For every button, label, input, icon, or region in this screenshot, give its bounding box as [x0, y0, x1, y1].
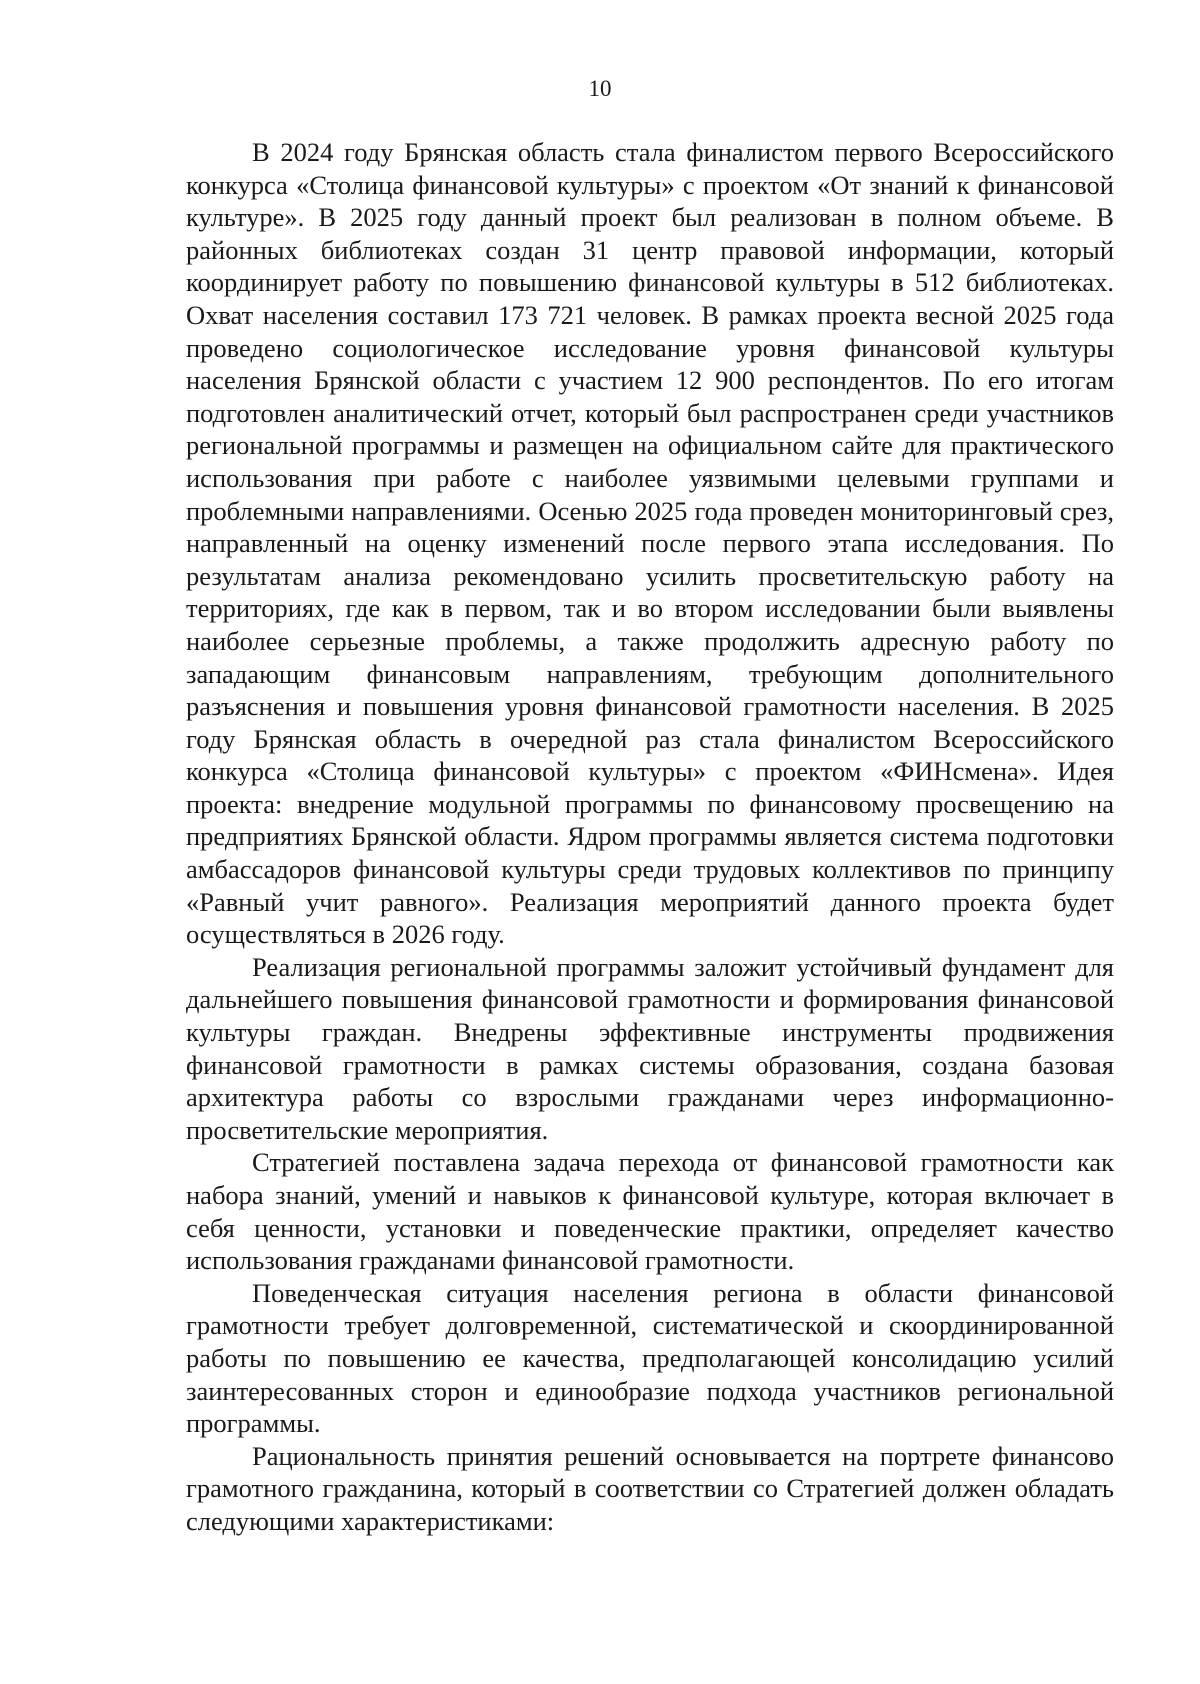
paragraph-program-foundation: Реализация региональной программы заложит устойчивый фундамент для дальнейшего повышения финансовой грамотности и формирования финансовой культуры граждан. Внедрены эффективные инструменты продвижения финансовой грамотности в рамках системы образования, создана базовая архитектура работы со взрослыми гражданами через информационно-просветительские мероприятия.: [186, 951, 1114, 1145]
paragraph-finalist-2024: В 2024 году Брянская область стала финалистом первого Всероссийского конкурса «Столица финансовой культуры» с проектом «От знаний к финансовой культуре». В 2025 году данный проект был реализован в полном объеме. В районных библиотеках создан 31 центр правовой информации, который координирует работу по повышению финансовой культуры в 512 библиотеках. Охват населения составил 173 721 человек. В рамках проекта весной 2025 года проведено социологическое исследование уровня финансовой культуры населения Брянской области с участием 12 900 респондентов. По его итогам подготовлен аналитический отчет, который был распространен среди участников региональной программы и размещен на официальном сайте для практического использования при работе с наиболее уязвимыми целевыми группами и проблемными направлениями. Осенью 2025 года проведен мониторинговый срез, направленный на оценку изменений после первого этапа исследования. По результатам анализа рекомендовано усилить просветительскую работу на территориях, где как в первом, так и во втором исследовании были выявлены наиболее серьезные проблемы, а также продолжить адресную работу по западающим финансовым направлениям, требующим дополнительного разъяснения и повышения уровня финансовой грамотности населения. В 2025 году Брянская область в очередной раз стала финалистом Всероссийского конкурса «Столица финансовой культуры» с проектом «ФИНсмена». Идея проекта: внедрение модульной программы по финансовому просвещению на предприятиях Брянской области. Ядром программы является система подготовки амбассадоров финансовой культуры среди трудовых коллективов по принципу «Равный учит равного». Реализация мероприятий данного проекта будет осуществляться в 2026 году.: [186, 137, 1114, 950]
paragraph-behavioral-situation: Поведенческая ситуация населения региона в области финансовой грамотности требует долговременной, систематической и скоординированной работы по повышению ее качества, предполагающей консолидацию усилий заинтересованных сторон и единообразие подхода участников региональной программы.: [186, 1277, 1114, 1439]
page-number: 10: [588, 76, 612, 101]
paragraph-rational-decisions: Рациональность принятия решений основывается на портрете финансово грамотного гражданина, который в соответствии со Стратегией должен обладать следующими характеристиками:: [186, 1440, 1114, 1536]
document-body: [186, 136, 1114, 1538]
paragraph-strategy-task: Стратегией поставлена задача перехода от финансовой грамотности как набора знаний, умений и навыков к финансовой культуре, которая включает в себя ценности, установки и поведенческие практики, определяет качество использования гражданами финансовой грамотности.: [186, 1147, 1114, 1276]
